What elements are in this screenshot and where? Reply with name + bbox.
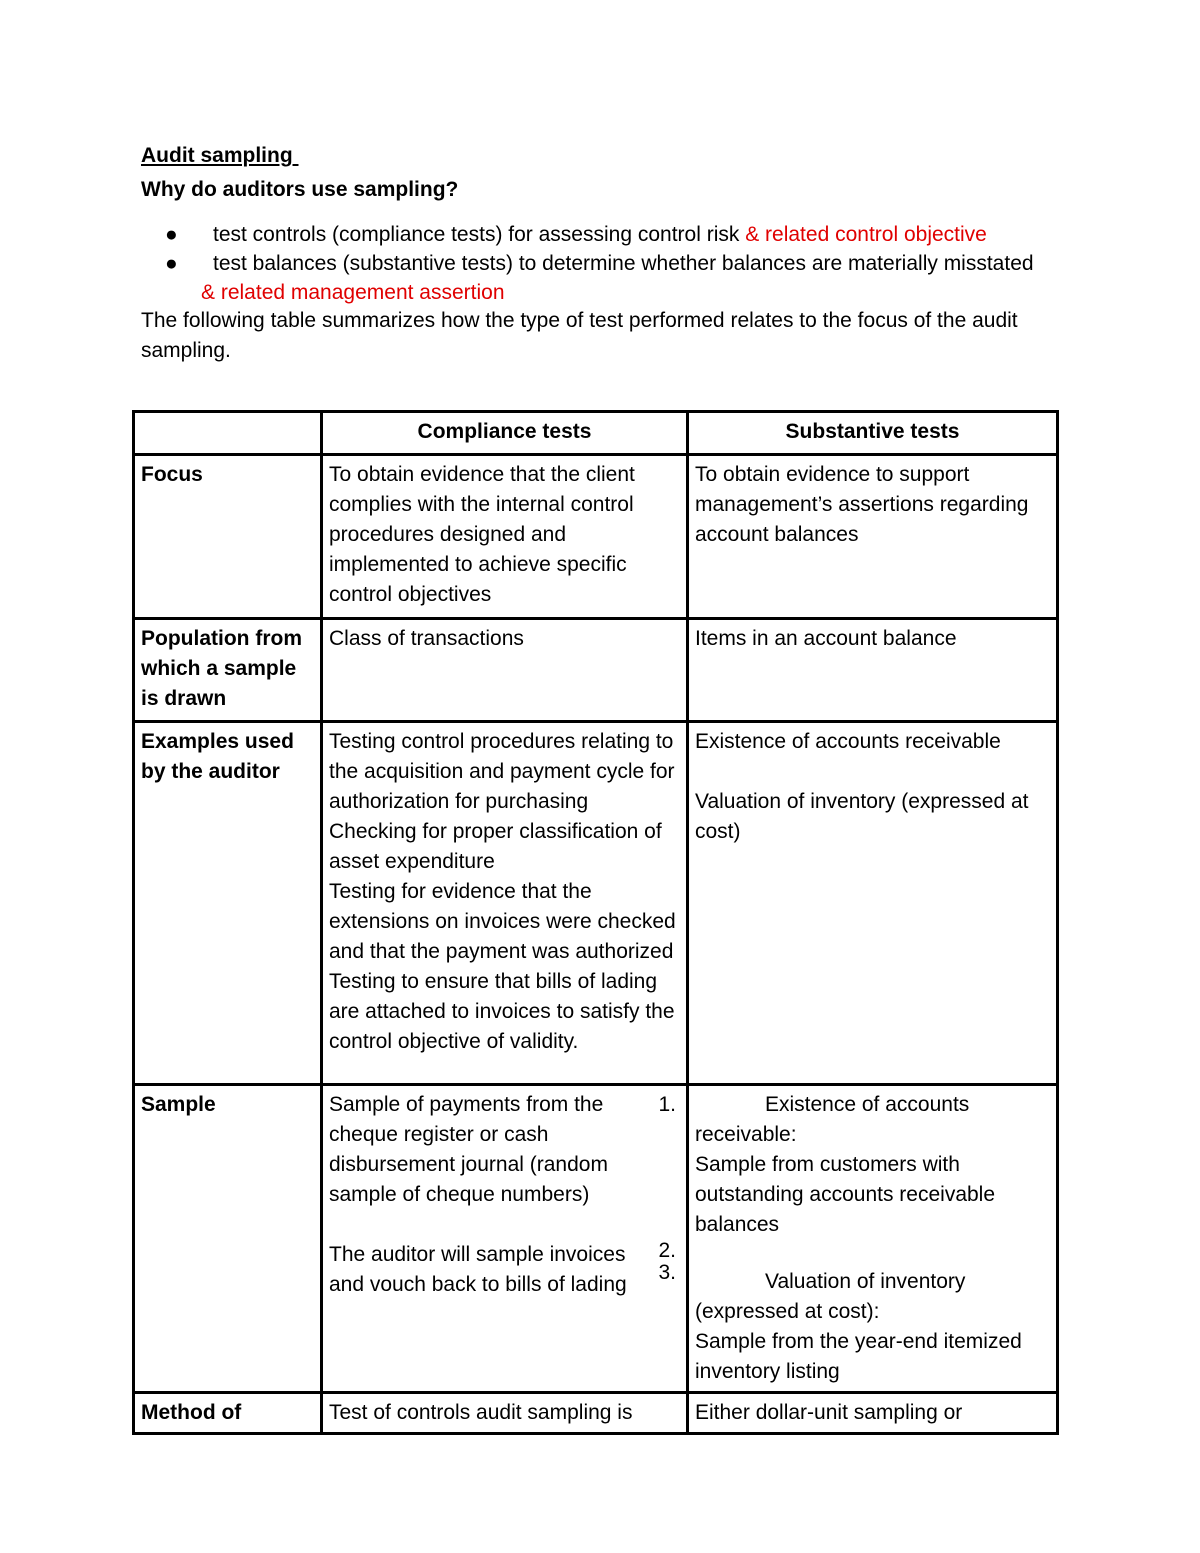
table-row-sample <box>134 1085 1058 1393</box>
bullet-red-text: & related control objective <box>745 223 987 246</box>
question-heading: Why do auditors use sampling? <box>141 178 459 201</box>
sample-heading: Valuation of inventory (expressed at cost): <box>695 1270 966 1323</box>
example-item: Testing for evidence that the extensions on invoices were checked and that the payment was authorized <box>329 880 676 963</box>
row-label: Examples used by the auditor <box>134 722 322 1085</box>
table-cell: Test of controls audit sampling is <box>322 1393 688 1434</box>
comparison-table <box>132 410 1059 1435</box>
table-row-population <box>134 619 1058 722</box>
sample-heading: Existence of accounts receivable: <box>695 1093 970 1146</box>
sample-item: Sample of payments from the cheque register or cash disbursement journal (random sample of cheque numbers) <box>329 1093 608 1206</box>
list-number: 1. <box>658 1093 676 1116</box>
header-cell-compliance: Compliance tests <box>322 412 688 455</box>
example-item: Valuation of inventory (expressed at cost) <box>695 790 1029 843</box>
bullet-icon: ● <box>165 252 178 275</box>
summary-paragraph: The following table summarizes how the type of test performed relates to the focus of the audit sampling. <box>141 309 1018 362</box>
table-cell: Items in an account balance <box>688 619 1058 722</box>
example-item: Testing to ensure that bills of lading are attached to invoices to satisfy the control objective of validity. <box>329 970 675 1053</box>
header-cell-empty <box>134 412 322 455</box>
row-label: Sample <box>134 1085 322 1393</box>
example-item: Testing control procedures relating to the acquisition and payment cycle for authorization for purchasing <box>329 730 675 813</box>
row-label: Focus <box>134 455 322 619</box>
table-cell: To obtain evidence to support management’s assertions regarding account balances <box>688 455 1058 619</box>
page-title: Audit sampling <box>141 144 299 167</box>
table-cell: Class of transactions <box>322 619 688 722</box>
table-cell <box>688 1085 1058 1393</box>
sample-text: Sample from the year-end itemized inventory listing <box>695 1330 1022 1383</box>
example-item: Checking for proper classification of asset expenditure <box>329 820 662 873</box>
bullet-text: test controls (compliance tests) for assessing control risk <box>213 223 746 246</box>
bullet-item <box>141 220 1071 249</box>
table-cell: Either dollar-unit sampling or <box>688 1393 1058 1434</box>
header-cell-substantive: Substantive tests <box>688 412 1058 455</box>
sample-item: The auditor will sample invoices and vouch back to bills of lading <box>329 1243 627 1296</box>
spacer <box>695 1240 1050 1267</box>
table-cell: To obtain evidence that the client complies with the internal control procedures designed and implemented to achieve specific control objectives <box>322 455 688 619</box>
spacer <box>695 757 1050 787</box>
bullet-icon: ● <box>165 223 178 246</box>
table-row-examples <box>134 722 1058 1085</box>
bullet-red-text: & related management assertion <box>201 281 505 304</box>
bullet-text: test balances (substantive tests) to determine whether balances are materially misstated <box>213 252 1034 275</box>
bullet-list <box>141 220 1071 307</box>
table-cell <box>322 1085 688 1393</box>
table-cell <box>688 722 1058 1085</box>
sample-text: Sample from customers with outstanding accounts receivable balances <box>695 1153 996 1236</box>
table-header-row <box>134 412 1058 455</box>
list-number: 2. <box>658 1239 676 1262</box>
table-row-focus <box>134 455 1058 619</box>
bullet-item <box>141 249 1071 307</box>
row-label: Method of <box>134 1393 322 1434</box>
table-cell <box>322 722 688 1085</box>
list-number: 3. <box>658 1261 676 1284</box>
example-item: Existence of accounts receivable <box>695 730 1001 753</box>
row-label: Population from which a sample is drawn <box>134 619 322 722</box>
table-row-method <box>134 1393 1058 1434</box>
spacer <box>329 1210 680 1240</box>
